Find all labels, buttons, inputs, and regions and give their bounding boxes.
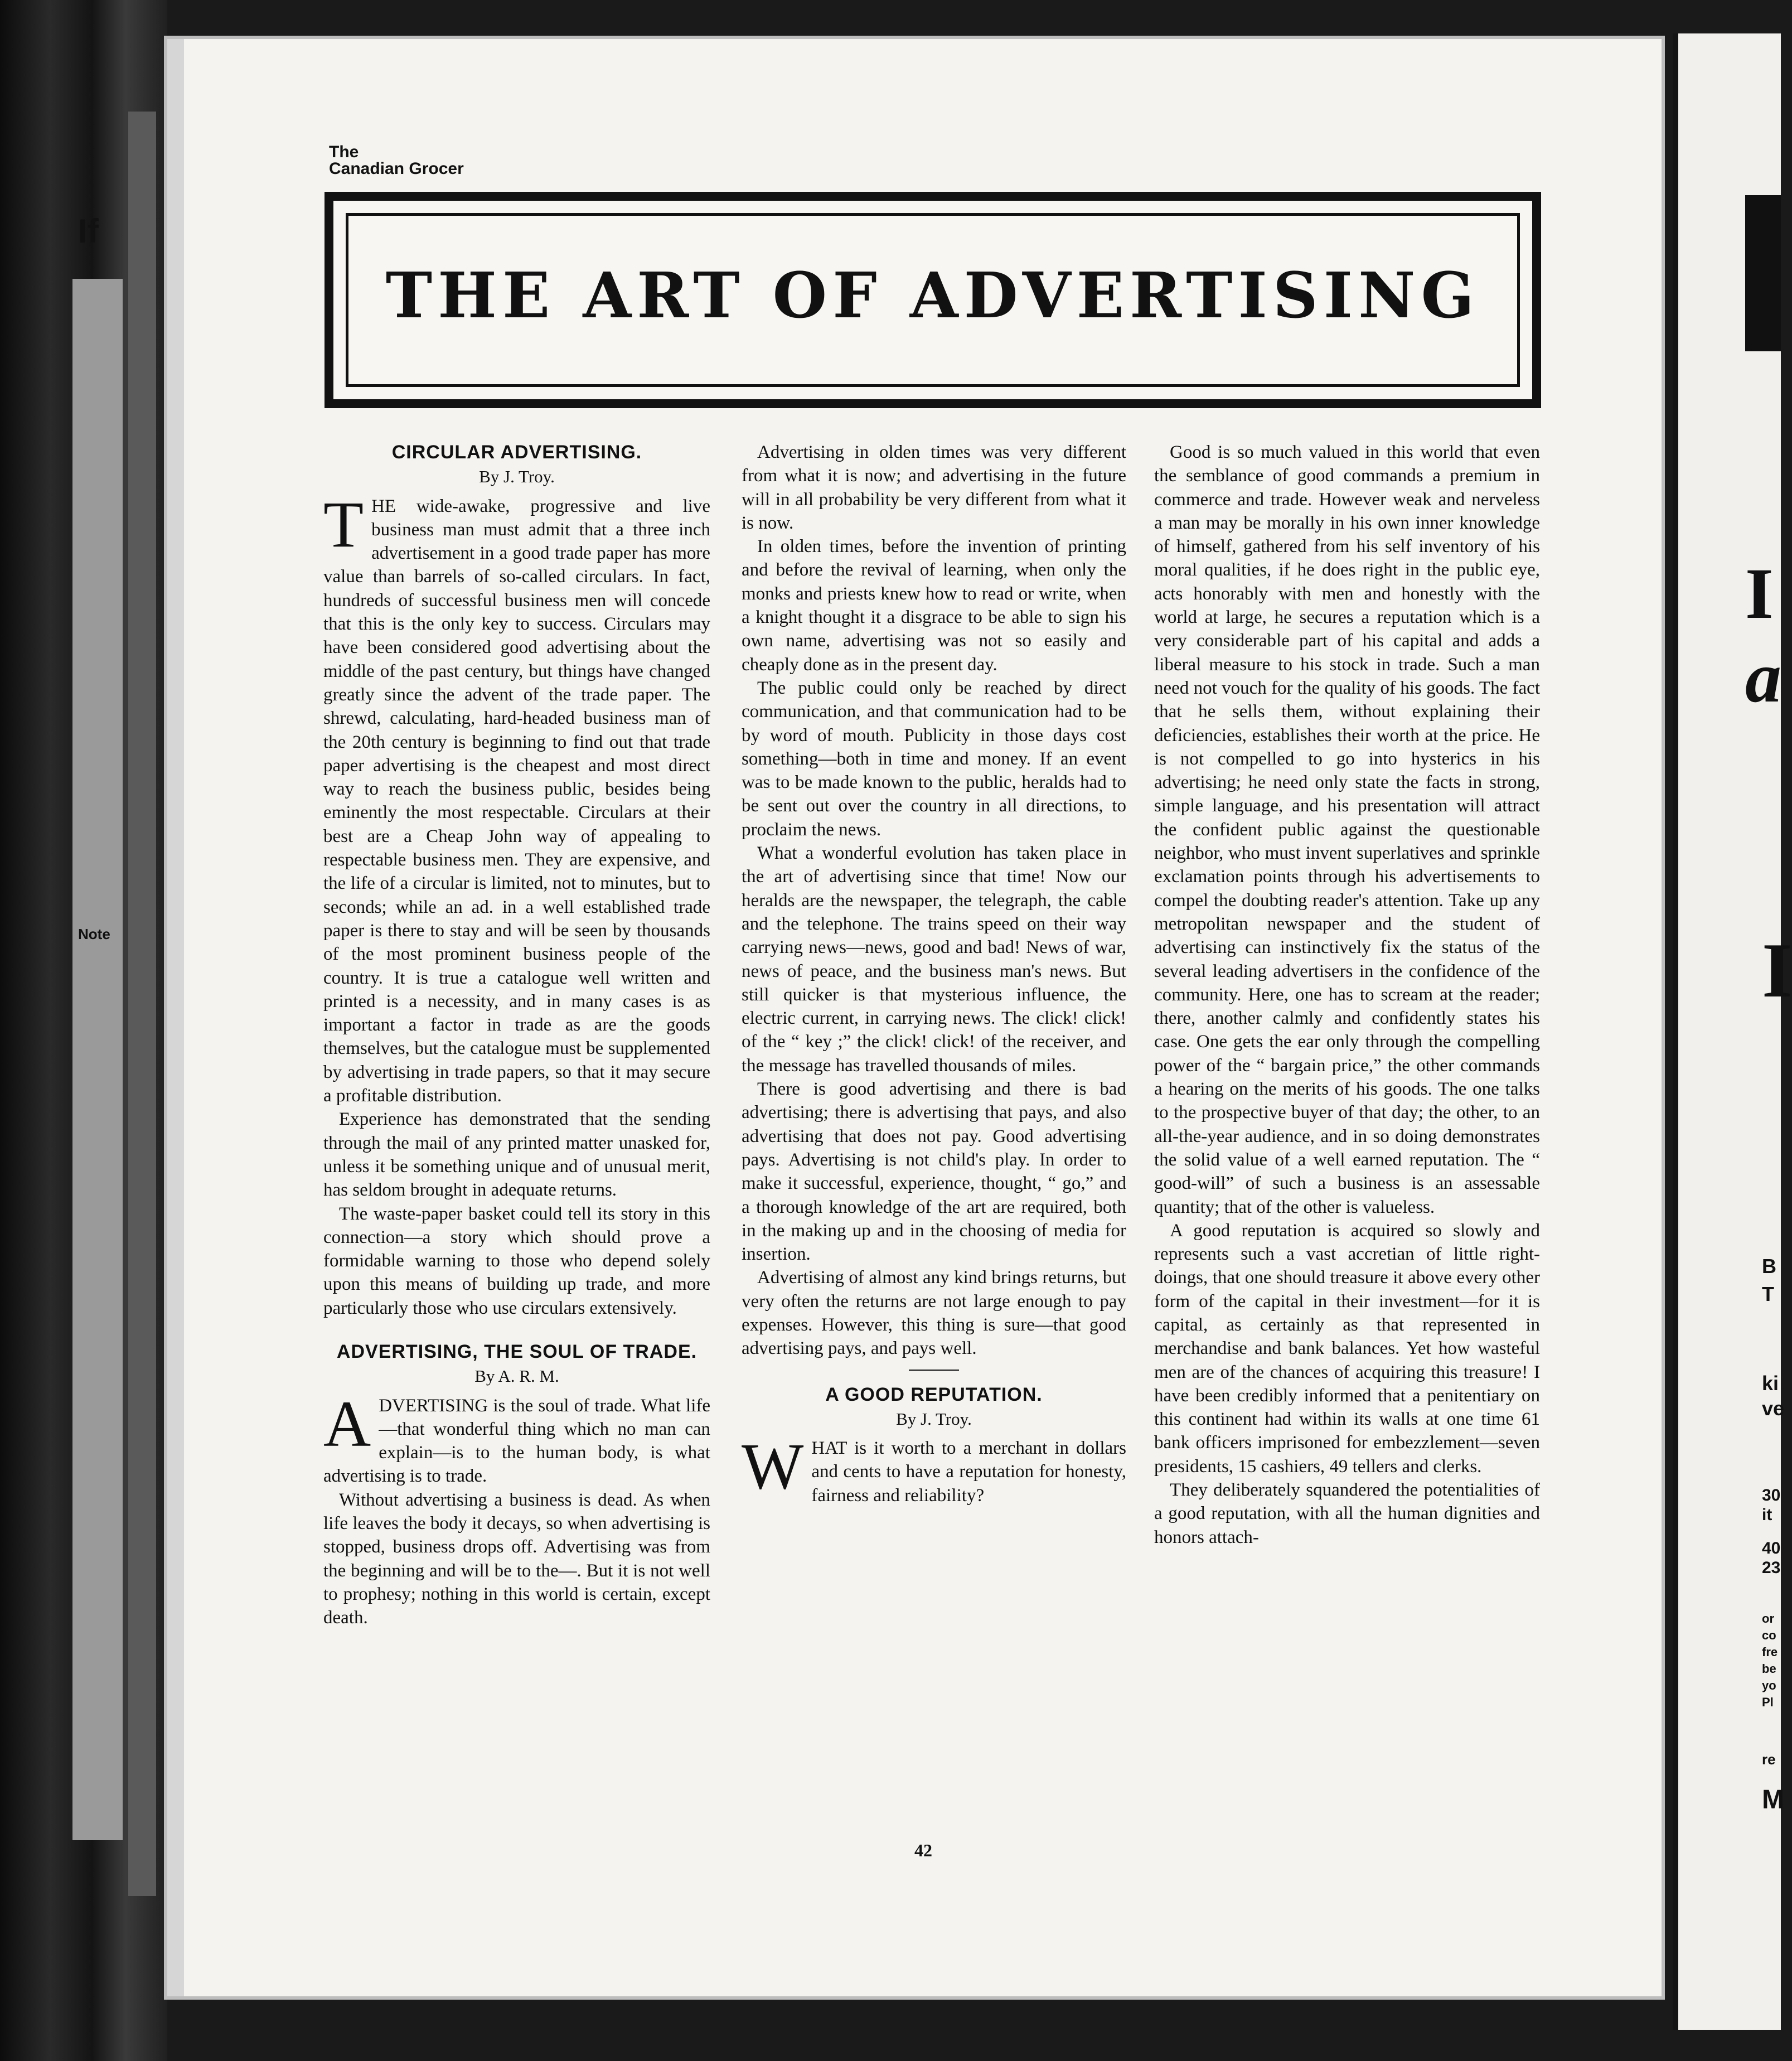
adjacent-fragment: ki [1762,1372,1779,1395]
paragraph: ADVERTISING is the soul of trade. What life—that wonderful thing which no man can explain—is to the human body, is what advertising is to trade. [323,1387,710,1487]
column-3 [1154,441,1540,1549]
paragraph: What a wonderful evolution has taken place in the art of advertising since that time! Now our heralds are the newspaper, the telegraph, the cable and the telephone. The trains speed on their way carrying news—news, good and bad! News of war, news of peace, and the business man's news. But still quicker is that mysterious influence, the electric current, in carrying news. The click! click! of the “ key ;” the click! click! of the receiver, and the message has travelled thousands of miles. [742,843,1126,1076]
margin-fragment: If [78,212,99,250]
adjacent-fragment: B [1762,1255,1776,1278]
paragraph: Advertising of almost any kind brings returns, but very often the returns are not large enough to pay expenses. However, this thing is sure—that good advertising pays, and pays well. [742,1267,1126,1359]
paragraph: They deliberately squandered the potentialities of a good reputation, with all the human dignities and honors attach- [1154,1480,1540,1547]
paragraph: In olden times, before the invention of printing and before the revival of learning, when only the monks and priests knew how to read or write, when a knight thought it a disgrace to be able to sign his own name, advertising was not so easily and cheaply done as in the present day. [742,536,1126,675]
binding-strip [72,279,123,1840]
adjacent-fragment: 30 [1762,1486,1781,1504]
adjacent-fragment: be [1762,1662,1776,1676]
adjacent-fragment: 23 [1762,1559,1781,1577]
paragraph: THE wide-awake, progressive and live business man must admit that a three inch advertisement in a good trade paper has more value than barrels of so-called circulars. In fact, hundreds of successful business men will concede that this is the only key to success. Circulars may have been considered good advertising about the middle of the past century, but things have changed greatly since the advent of the trade paper. The shrewd, calculating, hard-headed business man of the 20th century is beginning to find out that trade paper advertising is the cheapest and most direct way to reach the business public, besides being eminently the most respectable. Circulars at their best are a Cheap John way of appealing to respectable business men. They are expensive, and the life of a circular is limited, not to minutes, but to seconds; while an ad. in a well established trade paper is there to stay and will be seen by thousands of the most prominent business people of the country. It is true a catalogue well written and printed is a necessity, and in many cases is as important a factor in trade as are the goods themselves, but the catalogue must be supplemented by advertising in trade papers, so that it may secure a profitable distribution. [323,487,710,1106]
column-1 [323,441,710,1630]
adjacent-fragment: M [1762,1785,1784,1815]
paragraph: Experience has demonstrated that the sending through the mail of any printed matter unasked for, unless it be something unique and of unusual merit, has seldom brought in adequate returns. [323,1109,710,1201]
adjacent-fragment: re [1762,1751,1776,1768]
paragraph: WHAT is it worth to a merchant in dollars and cents to have a reputation for honesty, fairness and reliability? [742,1430,1126,1506]
page-title: THE ART OF ADVERTISING [385,259,1480,332]
drop-cap: A [323,1387,371,1460]
book-binding [0,0,167,2061]
adjacent-fragment: T [1762,1283,1774,1305]
page-number: 42 [914,1840,932,1860]
binding-edge [128,112,156,1896]
section-rule [909,1370,959,1371]
margin-fragment: Note [78,926,110,942]
adjacent-fragment: a [1745,637,1781,718]
paragraph: A good reputation is acquired so slowly and represents such a vast accretian of little right-doings, that one should treasure it above every other form of the capital in their investment—for it is capital, as certainly as that represented in merchandise and bank balances. Yet how wasteful men are of the chances of acquiring this treasure! I have been credibly informed that a penitentiary on this continent had within its walls at one time 61 bank officers imprisoned for embezzlement—seven presidents, 15 cashiers, 49 tellers and clerks. [1154,1220,1540,1477]
byline: By J. Troy. [896,1409,972,1429]
masthead [329,144,464,177]
paragraph: The waste-paper basket could tell its story in this connection—a story which should prove a formidable warning to those who depend solely upon this means of building up trade, and more particularly those who use circulars extensively. [323,1203,710,1318]
adjacent-fragment: ve [1762,1397,1785,1420]
masthead-line2: Canadian Grocer [329,159,464,178]
paragraph: The public could only be reached by direct communication, and that communication had to be by word of mouth. Publicity in those days cost something—both in time and money. If an event was to be made known to the public, heralds had to be sent out over the country in all directions, to proclaim the news. [742,678,1126,840]
adjacent-fragment: co [1762,1628,1776,1642]
adjacent-fragment: I [1762,927,1792,1014]
paragraph: Advertising in olden times was very different from what it is now; and advertising in the future will in all probability be very different from what it is now. [742,442,1126,533]
paragraph: Good is so much valued in this world that even the semblance of good commands a premium in commerce and trade. However weak and nerveless a man may be morally in his own inner knowledge of himself, gathered from his self inventory of his moral qualities, if he does right in the public eye, acts honorably with men and honestly with the world at large, he secures a reputation which is a very considerable part of his capital and adds a liberal measure to his stock in trade. Such a man need not vouch for the quality of his goods. The fact that he sells them, without explaining their deficiencies, establishes their worth at the price. He is not compelled to go into hysterics in his advertising; he need only state the facts in strong, simple language, and his presentation will attract the confident public against the questionable neighbor, who must invent superlatives and sprinkle exclamation points through his advertisements to compel the doubting reader's attention. Take up any metropolitan newspaper and the student of advertising can instinctively fix the status of the several leading advertisers in the confidence of the community. Here, one has to scream at the reader; there, another calmly and confidently states his case. One gets the ear only through the compelling power of the “ bargain price,” the other commands a hearing on the merits of his goods. The one talks to the prospective buyer of that day; the other, to an all-the-year audience, and in so doing demonstrates the solid value of a well earned reputation. The “ good-will” of such a business is an assessable quantity; that of the other is valueless. [1154,442,1540,1217]
adjacent-fragment: Pl [1762,1695,1774,1709]
adjacent-fragment: I [1745,554,1774,634]
drop-cap: T [323,487,364,561]
byline: By J. Troy. [479,467,555,487]
article-heading: ADVERTISING, THE SOUL OF TRADE. [336,1341,698,1362]
paragraph: There is good advertising and there is bad advertising; there is advertising that pays, and also advertising that does not pay. Good advertising pays. Advertising is not child's play. In order to make it successful, experience, thought, “ go,” and a thorough knowledge of the art are required, both in the making up and in the choosing of media for insertion. [742,1079,1126,1265]
title-box [325,192,1541,408]
byline: By A. R. M. [474,1366,559,1386]
adjacent-fragment: fre [1762,1645,1778,1659]
masthead-line1: The [329,143,359,161]
column-2 [742,441,1126,1507]
adjacent-fragment: yo [1762,1678,1776,1692]
adjacent-fragment: or [1762,1612,1774,1625]
article-heading: A GOOD REPUTATION. [825,1383,1043,1405]
adjacent-block [1745,195,1781,351]
adjacent-page-fragment [1673,33,1792,2030]
drop-cap: W [742,1430,804,1503]
article-heading: CIRCULAR ADVERTISING. [391,442,642,463]
adjacent-fragment: 40 [1762,1539,1781,1557]
adjacent-fragment: it [1762,1506,1772,1524]
paragraph: Without advertising a business is dead. As when life leaves the body it decays, so when advertising is stopped, business drops off. Advertising was from the beginning and will be to the—. But it is not well to prophesy; nothing in this world is certain, except death. [323,1489,710,1628]
page-edge [167,39,184,1996]
